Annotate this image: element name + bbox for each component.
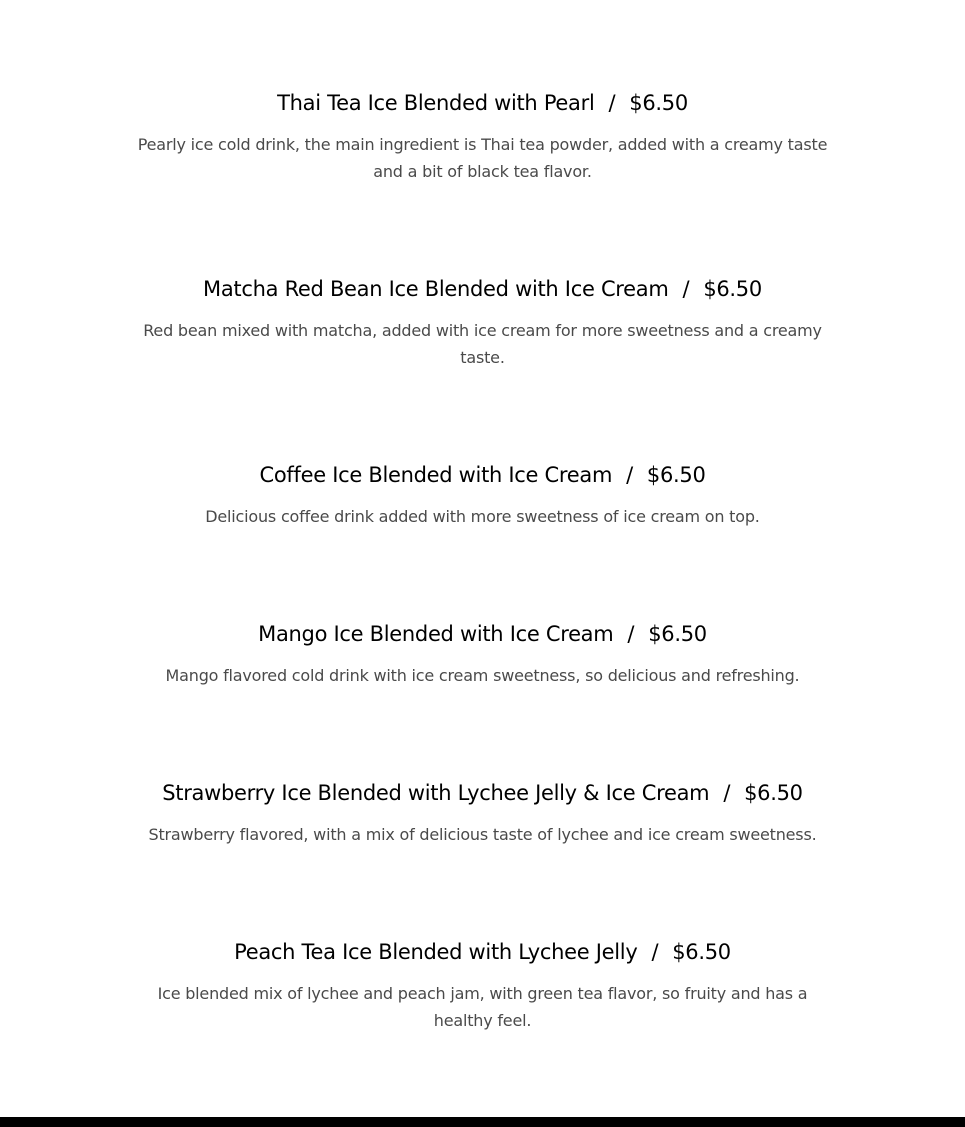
item-name: Thai Tea Ice Blended with Pearl xyxy=(277,91,595,115)
title-separator: / xyxy=(682,277,690,301)
item-price: $6.50 xyxy=(703,277,762,301)
item-name: Coffee Ice Blended with Ice Cream xyxy=(259,463,613,487)
menu-item-title xyxy=(0,779,965,807)
item-description: Pearly ice cold drink, the main ingredient is Thai tea powder, added with a creamy taste and a bit of black tea flavor. xyxy=(137,135,828,181)
title-separator: / xyxy=(627,622,635,646)
menu-item-title xyxy=(0,89,965,117)
item-name: Peach Tea Ice Blended with Lychee Jelly xyxy=(234,940,638,964)
menu-item xyxy=(0,89,965,185)
item-price: $6.50 xyxy=(629,91,688,115)
item-price: $6.50 xyxy=(646,463,706,487)
item-description: Mango flavored cold drink with ice cream sweetness, so delicious and refreshing. xyxy=(165,666,800,685)
item-name: Matcha Red Bean Ice Blended with Ice Cream xyxy=(203,277,669,301)
item-description: Delicious coffee drink added with more sweetness of ice cream on top. xyxy=(205,507,760,526)
menu-item xyxy=(0,620,965,689)
menu-item-title xyxy=(0,275,965,303)
item-price: $6.50 xyxy=(648,622,707,646)
title-separator: / xyxy=(651,940,659,964)
menu-item-title xyxy=(0,620,965,648)
menu-item xyxy=(0,461,965,530)
menu-item xyxy=(0,938,965,1034)
item-description: Strawberry flavored, with a mix of delicious taste of lychee and ice cream sweetness. xyxy=(148,825,817,844)
title-separator: / xyxy=(723,781,731,805)
item-name: Mango Ice Blended with Ice Cream xyxy=(258,622,614,646)
item-description: Ice blended mix of lychee and peach jam, with green tea flavor, so fruity and has a healthy feel. xyxy=(157,984,808,1030)
title-separator: / xyxy=(626,463,633,487)
menu-item-title xyxy=(0,938,965,966)
menu-item-title xyxy=(0,461,965,489)
item-price: $6.50 xyxy=(672,940,731,964)
item-price: $6.50 xyxy=(744,781,803,805)
footer-bar xyxy=(0,1117,965,1127)
item-description: Red bean mixed with matcha, added with ice cream for more sweetness and a creamy taste. xyxy=(143,321,822,367)
menu-item xyxy=(0,275,965,371)
title-separator: / xyxy=(608,91,616,115)
item-name: Strawberry Ice Blended with Lychee Jelly & Ice Cream xyxy=(162,781,710,805)
menu-item xyxy=(0,779,965,848)
